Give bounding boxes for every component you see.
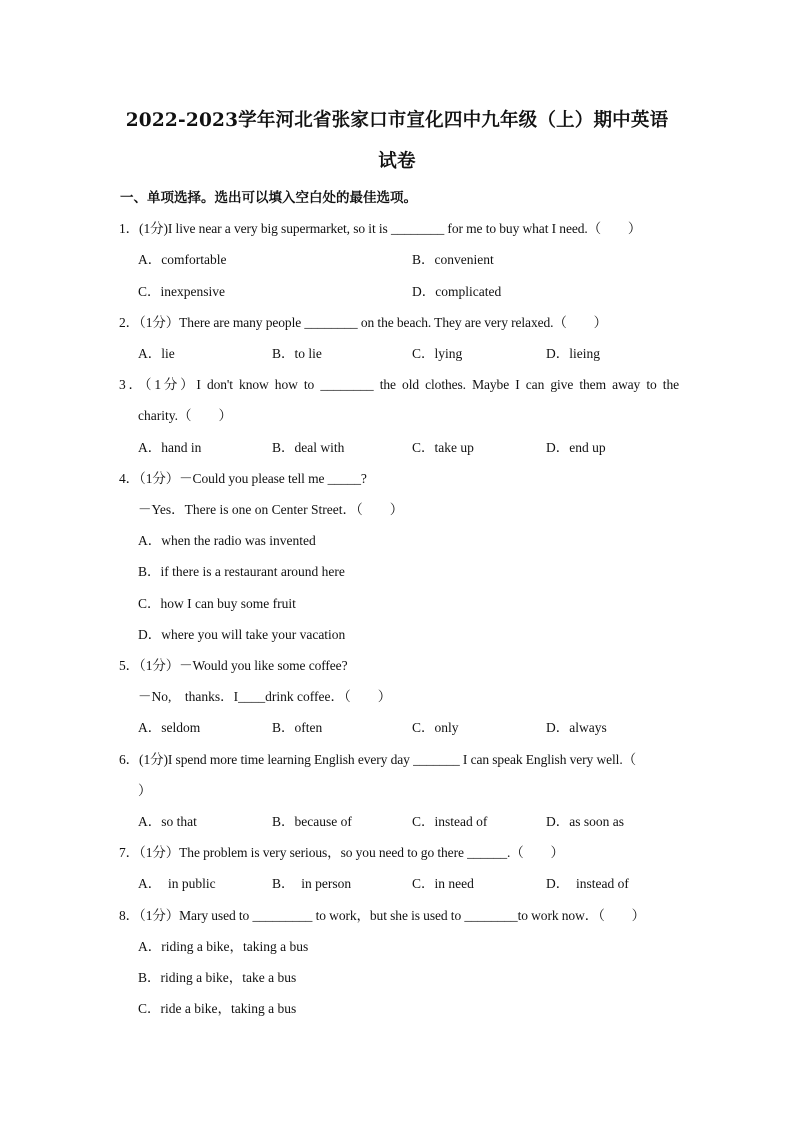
question-2: 2．（1分）There are many people ________ on the beach. They are very relaxed.（ ） <box>119 315 608 330</box>
q7-option-a: A． in public <box>138 876 216 891</box>
q3-option-a: A．hand in <box>138 440 202 455</box>
q3-option-d: D．end up <box>546 440 606 455</box>
q5-option-d: D．always <box>546 720 607 735</box>
q8-option-b: B．riding a bike，take a bus <box>138 970 297 985</box>
question-8: 8．（1分）Mary used to _________ to work，but she is used to ________to work now．（ ） <box>119 908 645 923</box>
q6-option-c: C．instead of <box>412 814 488 829</box>
page-title: 2022-2023学年河北省张家口市宣化四中九年级（上）期中英语 <box>125 110 669 131</box>
section-heading: 一、单项选择。选出可以填入空白处的最佳选项。 <box>120 190 417 206</box>
q2-option-c: C．lying <box>412 346 463 361</box>
q5-option-c: C．only <box>412 720 459 735</box>
q1-option-c: C．inexpensive <box>138 284 225 299</box>
question-6: 6．(1分)I spend more time learning English every day _______ I can speak English very well.（ <box>119 752 636 767</box>
q6-option-d: D．as soon as <box>546 814 624 829</box>
q4-option-d: D．where you will take your vacation <box>138 627 346 642</box>
question-3: 3．（1分）I don't know how to ________ the old clothes. Maybe I can give them away to the <box>119 377 679 392</box>
q5-option-b: B．often <box>272 720 323 735</box>
q2-option-d: D．lieing <box>546 346 600 361</box>
question-7: 7．（1分）The problem is very serious，so you need to go there ______.（ ） <box>119 845 564 860</box>
q6-option-a: A．so that <box>138 814 197 829</box>
question-4-continued: －Yes．There is one on Center Street．（ ） <box>138 502 404 517</box>
q2-option-b: B．to lie <box>272 346 322 361</box>
question-3-continued: charity.（ ） <box>138 408 232 423</box>
q4-option-a: A．when the radio was invented <box>138 533 316 548</box>
q7-option-d: D． instead of <box>546 876 629 891</box>
q7-option-c: C．in need <box>412 876 474 891</box>
q4-option-c: C．how I can buy some fruit <box>138 596 296 611</box>
q3-option-c: C．take up <box>412 440 474 455</box>
question-4: 4．（1分）－Could you please tell me _____? <box>119 471 367 486</box>
q1-option-a: A．comfortable <box>138 252 227 267</box>
question-5-continued: －No, thanks．I____drink coffee．（ ） <box>138 689 392 704</box>
question-5: 5．（1分）－Would you like some coffee? <box>119 658 348 673</box>
q7-option-b: B． in person <box>272 876 352 891</box>
question-6-continued: ） <box>138 783 152 798</box>
question-1: 1．(1分)I live near a very big supermarket, so it is ________ for me to buy what I need.（ ） <box>119 221 642 236</box>
q4-option-b: B．if there is a restaurant around here <box>138 564 345 579</box>
q2-option-a: A．lie <box>138 346 175 361</box>
q1-option-d: D．complicated <box>412 284 502 299</box>
q3-option-b: B．deal with <box>272 440 345 455</box>
q8-option-a: A．riding a bike，taking a bus <box>138 939 309 954</box>
page-title-continued: 试卷 <box>378 151 416 172</box>
q8-option-c: C．ride a bike，taking a bus <box>138 1001 297 1016</box>
q1-option-b: B．convenient <box>412 252 494 267</box>
q5-option-a: A．seldom <box>138 720 201 735</box>
q6-option-b: B．because of <box>272 814 352 829</box>
